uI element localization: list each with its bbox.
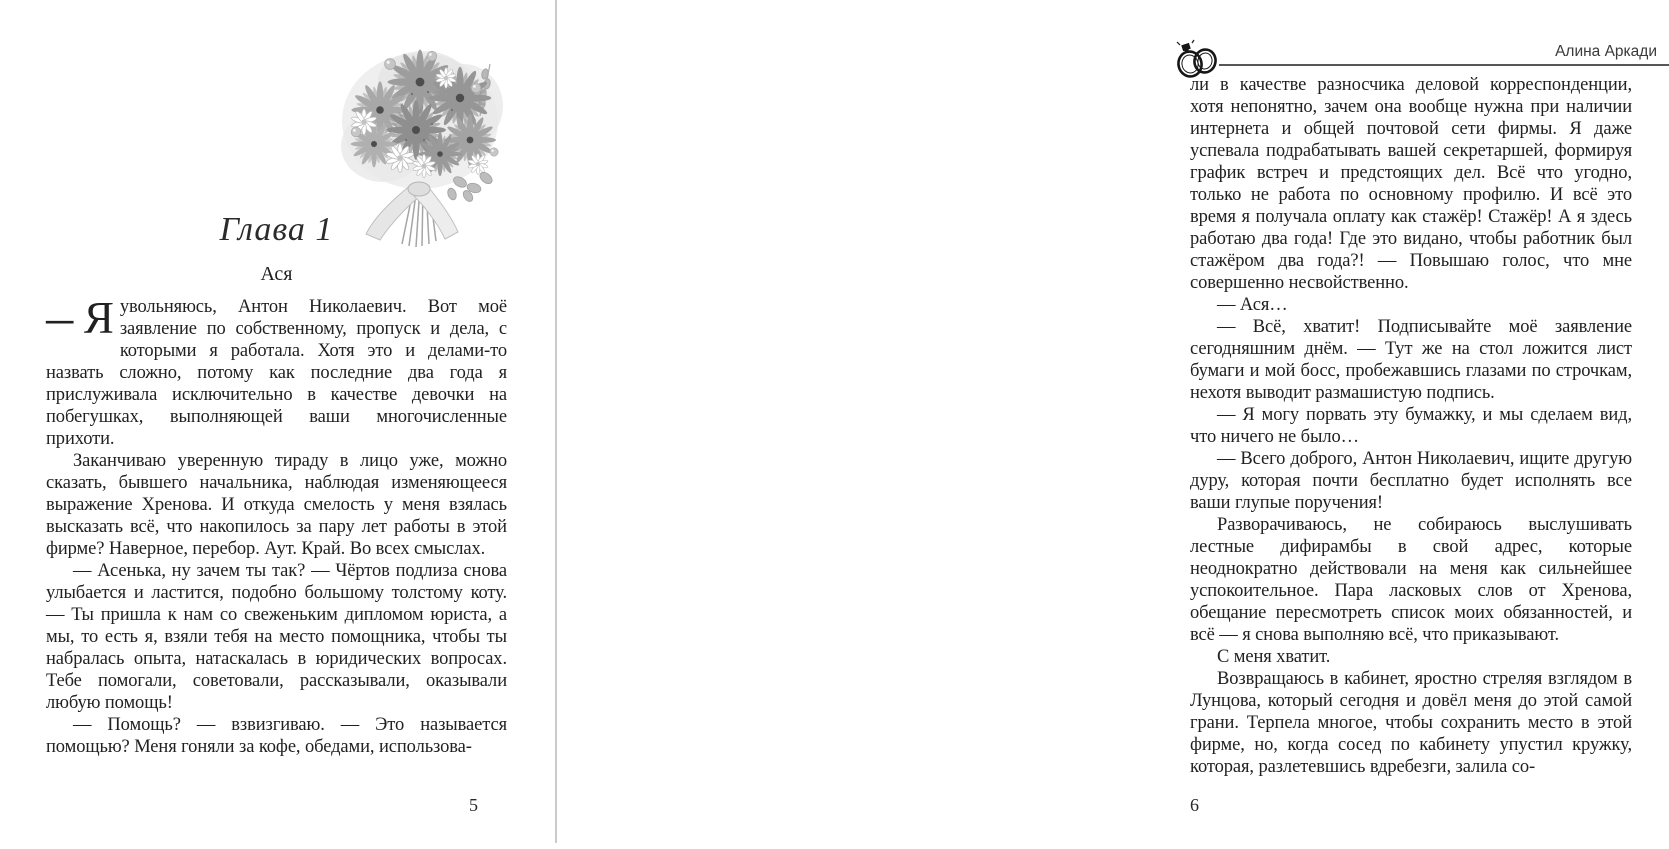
paragraph: — Помощь? — взвизгиваю. — Это называется помощью? Меня гоняли за кофе, обедами, использова-	[46, 715, 507, 757]
paragraph: — Ася…	[1217, 295, 1288, 315]
drop-cap: — Я	[46, 292, 114, 343]
left-page-body	[46, 292, 507, 795]
running-header-author: Алина Аркади	[1555, 43, 1657, 60]
paragraph: Заканчиваю уверенную тираду в лицо уже, можно сказать, бывшего начальника, наблюдая изменяющееся выражение Хренова. И откуда смелость у меня взялась высказать всё, что накопилось за пару лет работы в этой фирме? Наверное, перебор. Аут. Край. Во всех смыслах.	[46, 451, 507, 559]
paragraph: — Асенька, ну зачем ты так? — Чёртов подлиза снова улыбается и ластится, подобно большому толстому коту. — Ты пришла к нам со свеженьким дипломом юриста, а мы, то есть я, взяли тебя на место помощника, чтобы ты набралась опыта, натаскалась в юридических вопросах. Тебе помогали, советовали, рассказывали, оказывали любую помощь!	[46, 561, 507, 713]
header-rule	[1219, 64, 1669, 66]
paragraph: — Я могу порвать эту бумажку, и мы сделаем вид, что ничего не было…	[1190, 405, 1632, 447]
chapter-title: Глава 1	[219, 211, 334, 248]
paragraph: — Всё, хватит! Подписывайте моё заявление сегодняшним днём. — Тут же на стол ложится лист бумаги и мой босс, пробежавшись глазами по строчкам, нехотя выводит размашистую подпись.	[1190, 317, 1632, 403]
paragraph: — Всего доброго, Антон Николаевич, ищите другую дуру, которая почти бесплатно будет исполнять все ваши глупые поручения!	[1190, 449, 1632, 513]
paragraph: ли в качестве разносчика деловой корреспонденции, хотя непонятно, зачем она вообще нужна при наличии интернета и общей почтовой сети фирмы. Я даже успевала подрабатывать вашей секретаршей, формируя график встреч и предстоящих дел. Всё что угодно, только не работа по основному профилю. И всё это время я получала оплату как стажёр! Стажёр! А я здесь работаю два года! Где это видано, чтобы работник был стажёром два года?! — Повышаю голос, что мне совершенно несвойственно.	[1190, 75, 1632, 293]
section-title: Ася	[260, 263, 293, 285]
page-left[interactable]	[0, 0, 555, 849]
page-right[interactable]	[557, 0, 1657, 849]
right-page-body	[1190, 74, 1632, 791]
paragraph: Возвращаюсь в кабинет, яростно стреляя взглядом в Лунцова, который сегодня и довёл меня до этой самой грани. Терпела многое, чтобы сохранить место в этой фирме, но, когда сосед по кабинету упустил кружку, которая, разлетевшись вдребезги, залила со-	[1190, 669, 1632, 777]
paragraph: Разворачиваюсь, не собираюсь выслушивать лестные дифирамбы в свой адрес, которые неоднократно действовали на меня как сильнейшее успокоительное. Пара ласковых слов от Хренова, обещание пересмотреть список моих обязанностей, и всё — я снова выполняю всё, что приказывают.	[1190, 515, 1632, 645]
paragraph: — Я увольняюсь, Антон Николаевич. Вот моё заявление по собственному, пропуск и дела, с которыми я работала. Хотя это и делами-то назвать сложно, потому как последние два года я прислуживала исключительно в качестве девочки на побегушках, выполняющей ваши многочисленные прихоти.	[46, 292, 507, 449]
page-number-right: 6	[1190, 795, 1199, 815]
paragraph: С меня хватит.	[1217, 647, 1331, 667]
page-number-left: 5	[469, 795, 478, 815]
